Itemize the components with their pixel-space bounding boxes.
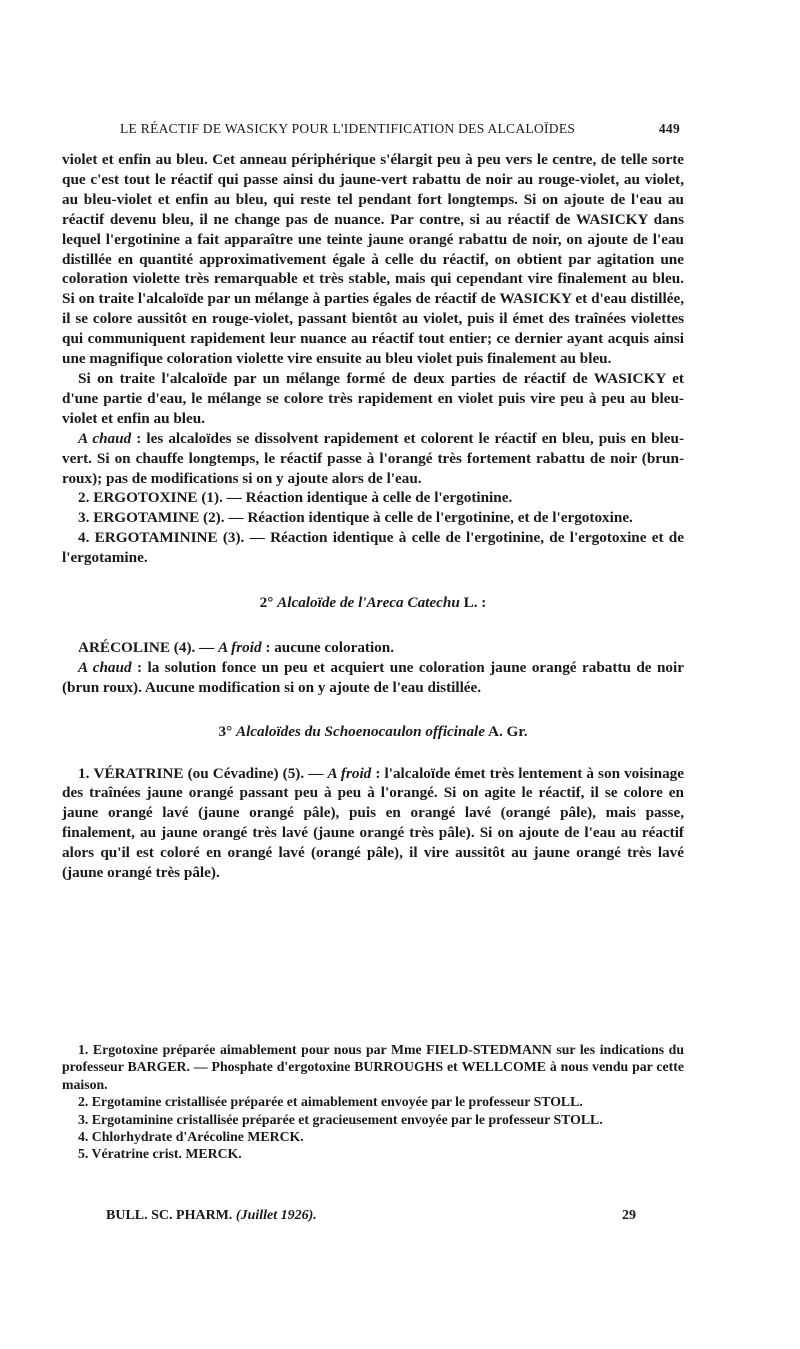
alkaloid-name: ERGOTAMINE (93, 509, 200, 527)
footnote (62, 1128, 684, 1145)
list-item (62, 528, 684, 568)
footnote-text: et (443, 1059, 462, 1075)
main-text (62, 150, 684, 883)
item-text: — Réaction identique à celle de l'ergotinine, et de l'ergotoxine. (224, 509, 633, 527)
person-name: STOLL (553, 1111, 600, 1127)
company-name: MERCK (185, 1146, 239, 1162)
footnote (62, 1145, 684, 1162)
alkaloid-name: ERGOTAMININE (94, 529, 218, 547)
footnote-ref: (3). (217, 529, 245, 547)
paragraph: violet et enfin au bleu. Cet anneau périphérique s'élargit peu à peu vers le centre, de telle sorte que c'est tout le réactif qui passe ainsi du jaune-vert rabattu de noir au rouge-violet, au violet, au bleu-violet et enfin au bleu, qui reste tel pendant fort longtemps. Si on ajoute de l'eau au réactif devenu bleu, il ne change pas de nuance. Par contre, si au réactif de WASICKY dans lequel l'ergotinine a fait apparaître une teinte jaune orangé rabattu de noir, on ajoute de l'eau distillée en quantité approximativement égale à celle du réactif, on obtient par agitation une coloration violette très remarquable et très stable, mais qui cependant vire finalement au bleu. Si on traite l'alcaloïde par un mélange à parties égales de réactif de WASICKY et d'eau distillée, il se colore aussitôt en rouge-violet, passant bientôt au violet, puis il émet des traînées violettes qui communiquent rapidement leur nuance au réactif tout entier; ce dernier ayant acquis ainsi une magnifique coloration violette vire ensuite au bleu violet puis finalement au bleu. (62, 151, 684, 368)
paragraph (62, 429, 684, 489)
paragraph-text: : la solution fonce un peu et acquiert une coloration jaune orangé rabattu de noir (brun roux). Aucune modification si on y ajoute de l'eau distillée. (62, 658, 684, 696)
footnote-text: 3. Ergotaminine cristallisée préparée et gracieusement envoyée par le professeur (78, 1111, 554, 1127)
item-text: — Réaction identique à celle de l'ergotinine. (222, 489, 513, 507)
section-title: Alcaloïdes du Schoenocaulon officinale (235, 722, 486, 740)
paragraph-text: : aucune coloration. (261, 638, 395, 656)
alkaloid-alt: (ou Cévadine) (5). (183, 764, 305, 782)
running-header (120, 121, 680, 143)
dash: — (304, 764, 328, 782)
section-author: L. : (459, 594, 487, 612)
alkaloid-name: ARÉCOLINE (78, 638, 170, 656)
journal-name: BULL. SC. PHARM. (106, 1208, 233, 1223)
alkaloid-name: VÉRATRINE (93, 764, 184, 782)
footnote-text: 2. Ergotamine cristallisée préparée et aimablement envoyée par le professeur (78, 1094, 534, 1110)
item-number: 2. (78, 489, 94, 507)
section-heading (62, 722, 684, 742)
item-text: — Réaction identique à celle de l'ergotinine, de l'ergotoxine et de l'ergotamine. (62, 529, 684, 567)
item-number: 1. (78, 764, 94, 782)
footnote-text: . (238, 1146, 242, 1162)
company-name: WELLCOME (461, 1059, 546, 1075)
footnote-text: 4. Chlorhydrate d'Arécoline (78, 1129, 248, 1145)
running-title: LE RÉACTIF DE WASICKY POUR L'IDENTIFICATION DES ALCALOÏDES (120, 121, 576, 136)
paragraph (62, 658, 684, 698)
person-name: STOLL (533, 1094, 580, 1110)
footnote-ref: (4). (170, 638, 196, 656)
condition-label: A chaud (78, 429, 132, 447)
sheet-number: 29 (622, 1208, 636, 1223)
section-title: Alcaloïde de l'Areca Catechu (277, 594, 460, 612)
footnote-text: . (300, 1129, 304, 1145)
footnote-text: 5. Vératrine crist. (78, 1146, 186, 1162)
footnote-text: 1. Ergotoxine préparée aimablement pour nous par Mme (78, 1042, 427, 1057)
company-name: BURROUGHS (354, 1059, 444, 1075)
paragraph (62, 369, 684, 429)
footnote-ref: (1). (197, 489, 223, 507)
footnote-text: . (579, 1094, 583, 1110)
footnote-text: . — Phosphate d'ergotoxine (186, 1059, 355, 1075)
paragraph-text: : les alcaloïdes se dissolvent rapidement et colorent le réactif en bleu, puis en bleu-vert. Si on chauffe longtemps, le réactif passe à l'orangé très fortement rabattu de noir (brun-roux); pas de modifications si on y ajoute alors de l'eau. (62, 429, 684, 487)
section-number: 2° (259, 594, 278, 612)
journal-citation (106, 1208, 317, 1224)
condition-label: A froid (327, 764, 372, 782)
section-number: 3° (218, 722, 236, 740)
page-number: 449 (658, 121, 680, 136)
section-heading (62, 593, 684, 613)
issue-date: (Juillet 1926). (235, 1208, 317, 1223)
item-number: 4. (78, 529, 95, 547)
footnote-ref: (2). (199, 509, 225, 527)
list-item (62, 508, 684, 528)
page-footer (106, 1208, 636, 1228)
paragraph (62, 638, 684, 658)
section-author: A. Gr. (485, 722, 528, 740)
footnote (62, 1111, 684, 1128)
person-name: FIELD-STEDMANN (426, 1042, 552, 1057)
condition-label: A froid (218, 638, 262, 656)
paragraph (62, 764, 684, 883)
condition-label: A chaud (78, 658, 132, 676)
footnote-text: . (599, 1111, 603, 1127)
footnote (62, 1093, 684, 1110)
dash: — (195, 638, 219, 656)
paragraph-text: : l'alcaloïde émet très lentement à son voisinage des traînées jaune orangé passant peu à peu à l'orangé. Si on agite le réactif, il se colore en jaune orangé lavé (jaune orangé pâle), puis en orangé lavé (orangé pâle), mais passe, finalement, au jaune orangé très lavé (jaune orangé très pâle). Si on ajoute de l'eau au réactif alors qu'il est coloré en orangé lavé (orangé pâle), il vire aussitôt au jaune orangé très lavé (jaune orangé très pâle). (62, 764, 685, 882)
company-name: MERCK (247, 1129, 301, 1145)
footnotes (62, 1041, 684, 1163)
footnote (62, 1041, 684, 1093)
footnote-text: sur les indications du professeur (62, 1042, 684, 1075)
paragraph-text: Si on traite l'alcaloïde par un mélange formé de deux parties de réactif de WASICKY et d'une partie d'eau, le mélange se colore très rapidement en violet puis vire peu à peu au bleu-violet et enfin au bleu. (62, 369, 684, 427)
person-name: BARGER (127, 1059, 187, 1075)
item-number: 3. (78, 509, 94, 527)
footnote-text: à nous vendu par cette maison. (62, 1059, 684, 1092)
alkaloid-name: ERGOTOXINE (93, 489, 198, 507)
list-item (62, 488, 684, 508)
